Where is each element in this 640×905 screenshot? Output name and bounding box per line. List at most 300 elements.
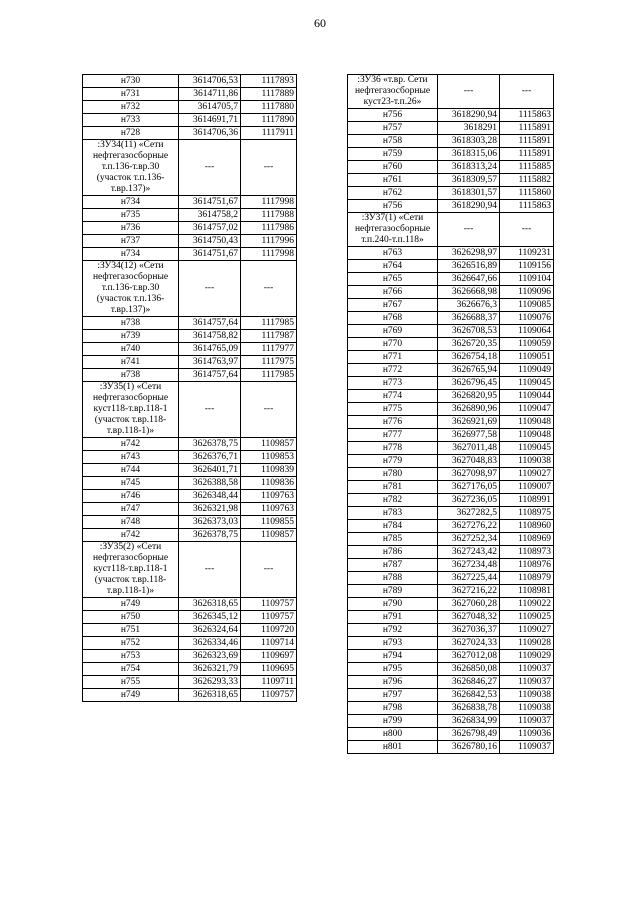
y-coordinate-cell: 1109044 bbox=[500, 390, 554, 403]
table-row bbox=[83, 356, 297, 369]
y-coordinate-cell: 1109695 bbox=[241, 663, 297, 676]
point-name-cell: н762 bbox=[348, 187, 438, 200]
point-name-cell: н783 bbox=[348, 507, 438, 520]
table-row bbox=[348, 390, 554, 403]
y-coordinate-cell: 1117998 bbox=[241, 196, 297, 209]
y-coordinate-cell: 1109231 bbox=[500, 247, 554, 260]
y-coordinate-cell: 1109085 bbox=[500, 299, 554, 312]
x-coordinate-cell: 3627048,32 bbox=[438, 611, 500, 624]
table-row bbox=[348, 676, 554, 689]
table-row bbox=[348, 585, 554, 598]
point-name-cell: н751 bbox=[83, 624, 179, 637]
coordinates-table-left bbox=[82, 74, 297, 702]
point-name-cell: н756 bbox=[348, 109, 438, 122]
point-name-cell: н772 bbox=[348, 364, 438, 377]
x-coordinate-cell: 3626345,12 bbox=[179, 611, 241, 624]
table-row bbox=[348, 689, 554, 702]
table-row bbox=[83, 248, 297, 261]
point-name-cell: н795 bbox=[348, 663, 438, 676]
table-row bbox=[348, 135, 554, 148]
y-coordinate-cell: 1109757 bbox=[241, 598, 297, 611]
y-coordinate-cell: 1109857 bbox=[241, 529, 297, 542]
y-coordinate-cell: 1109022 bbox=[500, 598, 554, 611]
x-coordinate-cell: 3627011,48 bbox=[438, 442, 500, 455]
y-coordinate-cell: 1108991 bbox=[500, 494, 554, 507]
y-coordinate-cell: --- bbox=[241, 261, 297, 317]
point-name-cell: н764 bbox=[348, 260, 438, 273]
table-row bbox=[348, 429, 554, 442]
table-row bbox=[348, 364, 554, 377]
table-row bbox=[348, 468, 554, 481]
point-name-cell: н742 bbox=[83, 438, 179, 451]
x-coordinate-cell: 3626890,96 bbox=[438, 403, 500, 416]
table-row bbox=[83, 127, 297, 140]
y-coordinate-cell: 1117985 bbox=[241, 369, 297, 382]
x-coordinate-cell: 3618303,28 bbox=[438, 135, 500, 148]
table-row bbox=[348, 416, 554, 429]
point-name-cell: н734 bbox=[83, 248, 179, 261]
y-coordinate-cell: 1108976 bbox=[500, 559, 554, 572]
y-coordinate-cell: 1109048 bbox=[500, 416, 554, 429]
x-coordinate-cell: 3626850,08 bbox=[438, 663, 500, 676]
x-coordinate-cell: 3626321,98 bbox=[179, 503, 241, 516]
x-coordinate-cell: 3627012,08 bbox=[438, 650, 500, 663]
table-row bbox=[348, 148, 554, 161]
y-coordinate-cell: 1109045 bbox=[500, 377, 554, 390]
point-name-cell: н788 bbox=[348, 572, 438, 585]
x-coordinate-cell: 3614705,7 bbox=[179, 101, 241, 114]
x-coordinate-cell: 3626796,45 bbox=[438, 377, 500, 390]
y-coordinate-cell: --- bbox=[241, 140, 297, 196]
table-row bbox=[83, 637, 297, 650]
x-coordinate-cell: 3627048,83 bbox=[438, 455, 500, 468]
y-coordinate-cell: 1117985 bbox=[241, 317, 297, 330]
table-row bbox=[83, 101, 297, 114]
point-name-cell: н761 bbox=[348, 174, 438, 187]
y-coordinate-cell: 1109096 bbox=[500, 286, 554, 299]
table-row bbox=[348, 161, 554, 174]
x-coordinate-cell: --- bbox=[438, 75, 500, 109]
point-name-cell: н746 bbox=[83, 490, 179, 503]
table-row bbox=[83, 624, 297, 637]
table-row bbox=[83, 317, 297, 330]
point-name-cell: н767 bbox=[348, 299, 438, 312]
point-name-cell: н756 bbox=[348, 200, 438, 213]
table-row bbox=[348, 481, 554, 494]
y-coordinate-cell: 1109711 bbox=[241, 676, 297, 689]
x-coordinate-cell: 3614758,2 bbox=[179, 209, 241, 222]
table-row bbox=[348, 559, 554, 572]
point-name-cell: н733 bbox=[83, 114, 179, 127]
page-number: 60 bbox=[314, 16, 326, 30]
section-header-row bbox=[348, 213, 554, 247]
y-coordinate-cell: --- bbox=[241, 542, 297, 598]
x-coordinate-cell: --- bbox=[438, 213, 500, 247]
y-coordinate-cell: 1109036 bbox=[500, 728, 554, 741]
x-coordinate-cell: 3614706,53 bbox=[179, 75, 241, 88]
section-header-row bbox=[83, 140, 297, 196]
section-title-cell: :ЗУ35(1) «Сети нефтегазосборные куст118-т.вр.118-1 (участок т.вр.118-т.вр.118-1)» bbox=[83, 382, 179, 438]
point-name-cell: н796 bbox=[348, 676, 438, 689]
section-title-cell: :ЗУ35(2) «Сети нефтегазосборные куст118-т.вр.118-1 (участок т.вр.118-т.вр.118-1)» bbox=[83, 542, 179, 598]
x-coordinate-cell: 3614706,36 bbox=[179, 127, 241, 140]
x-coordinate-cell: 3626324,64 bbox=[179, 624, 241, 637]
point-name-cell: н741 bbox=[83, 356, 179, 369]
section-title-cell: :ЗУ34(12) «Сети нефтегазосборные т.п.136-т.вр.30 (участок т.п.136-т.вр.137)» bbox=[83, 261, 179, 317]
point-name-cell: н799 bbox=[348, 715, 438, 728]
y-coordinate-cell: 1109757 bbox=[241, 611, 297, 624]
y-coordinate-cell: 1109038 bbox=[500, 689, 554, 702]
y-coordinate-cell: 1108981 bbox=[500, 585, 554, 598]
x-coordinate-cell: 3627225,44 bbox=[438, 572, 500, 585]
y-coordinate-cell: 1117998 bbox=[241, 248, 297, 261]
y-coordinate-cell: 1109027 bbox=[500, 624, 554, 637]
table-row bbox=[348, 299, 554, 312]
y-coordinate-cell: 1108960 bbox=[500, 520, 554, 533]
x-coordinate-cell: 3618301,57 bbox=[438, 187, 500, 200]
x-coordinate-cell: 3626921,69 bbox=[438, 416, 500, 429]
table-row bbox=[348, 122, 554, 135]
table-row bbox=[83, 438, 297, 451]
point-name-cell: н732 bbox=[83, 101, 179, 114]
y-coordinate-cell: 1115891 bbox=[500, 122, 554, 135]
x-coordinate-cell: 3627176,05 bbox=[438, 481, 500, 494]
table-row bbox=[348, 507, 554, 520]
table-row bbox=[83, 598, 297, 611]
point-name-cell: н771 bbox=[348, 351, 438, 364]
y-coordinate-cell: 1109763 bbox=[241, 490, 297, 503]
x-coordinate-cell: 3614691,71 bbox=[179, 114, 241, 127]
x-coordinate-cell: 3618290,94 bbox=[438, 109, 500, 122]
y-coordinate-cell: 1109037 bbox=[500, 715, 554, 728]
table-row bbox=[348, 200, 554, 213]
point-name-cell: н765 bbox=[348, 273, 438, 286]
x-coordinate-cell: --- bbox=[179, 140, 241, 196]
table-row bbox=[83, 451, 297, 464]
table-row bbox=[83, 330, 297, 343]
x-coordinate-cell: 3626977,58 bbox=[438, 429, 500, 442]
table-row bbox=[348, 109, 554, 122]
table-row bbox=[348, 286, 554, 299]
y-coordinate-cell: 1109047 bbox=[500, 403, 554, 416]
x-coordinate-cell: 3627282,5 bbox=[438, 507, 500, 520]
y-coordinate-cell: 1109064 bbox=[500, 325, 554, 338]
point-name-cell: н800 bbox=[348, 728, 438, 741]
coordinates-table-right bbox=[347, 74, 554, 754]
table-row bbox=[348, 663, 554, 676]
table-row bbox=[348, 351, 554, 364]
point-name-cell: н757 bbox=[348, 122, 438, 135]
y-coordinate-cell: 1115863 bbox=[500, 200, 554, 213]
y-coordinate-cell: 1109757 bbox=[241, 689, 297, 702]
table-row bbox=[348, 702, 554, 715]
point-name-cell: н794 bbox=[348, 650, 438, 663]
point-name-cell: н738 bbox=[83, 369, 179, 382]
point-name-cell: н754 bbox=[83, 663, 179, 676]
y-coordinate-cell: 1109049 bbox=[500, 364, 554, 377]
table-row bbox=[83, 529, 297, 542]
x-coordinate-cell: 3626318,65 bbox=[179, 689, 241, 702]
y-coordinate-cell: 1109076 bbox=[500, 312, 554, 325]
table-row bbox=[348, 247, 554, 260]
table-row bbox=[348, 637, 554, 650]
point-name-cell: н798 bbox=[348, 702, 438, 715]
x-coordinate-cell: 3626668,98 bbox=[438, 286, 500, 299]
point-name-cell: н749 bbox=[83, 689, 179, 702]
point-name-cell: н790 bbox=[348, 598, 438, 611]
x-coordinate-cell: 3626376,71 bbox=[179, 451, 241, 464]
point-name-cell: н768 bbox=[348, 312, 438, 325]
point-name-cell: н766 bbox=[348, 286, 438, 299]
point-name-cell: н760 bbox=[348, 161, 438, 174]
x-coordinate-cell: 3618309,57 bbox=[438, 174, 500, 187]
y-coordinate-cell: 1117911 bbox=[241, 127, 297, 140]
point-name-cell: н728 bbox=[83, 127, 179, 140]
x-coordinate-cell: 3626765,94 bbox=[438, 364, 500, 377]
y-coordinate-cell: 1117987 bbox=[241, 330, 297, 343]
x-coordinate-cell: 3614711,86 bbox=[179, 88, 241, 101]
point-name-cell: н735 bbox=[83, 209, 179, 222]
x-coordinate-cell: 3614751,67 bbox=[179, 196, 241, 209]
table-row bbox=[83, 369, 297, 382]
x-coordinate-cell: 3614757,02 bbox=[179, 222, 241, 235]
x-coordinate-cell: 3626846,27 bbox=[438, 676, 500, 689]
y-coordinate-cell: 1115891 bbox=[500, 135, 554, 148]
point-name-cell: н775 bbox=[348, 403, 438, 416]
table-row bbox=[348, 494, 554, 507]
table-row bbox=[83, 88, 297, 101]
table-row bbox=[83, 75, 297, 88]
y-coordinate-cell: 1115891 bbox=[500, 148, 554, 161]
y-coordinate-cell: 1115882 bbox=[500, 174, 554, 187]
table-row bbox=[348, 442, 554, 455]
y-coordinate-cell: 1109720 bbox=[241, 624, 297, 637]
point-name-cell: н730 bbox=[83, 75, 179, 88]
table-row bbox=[348, 624, 554, 637]
x-coordinate-cell: 3627236,05 bbox=[438, 494, 500, 507]
point-name-cell: н774 bbox=[348, 390, 438, 403]
x-coordinate-cell: 3626834,99 bbox=[438, 715, 500, 728]
table-row bbox=[348, 572, 554, 585]
x-coordinate-cell: 3618291 bbox=[438, 122, 500, 135]
point-name-cell: н755 bbox=[83, 676, 179, 689]
point-name-cell: н750 bbox=[83, 611, 179, 624]
table-row bbox=[348, 260, 554, 273]
section-header-row bbox=[348, 75, 554, 109]
point-name-cell: н785 bbox=[348, 533, 438, 546]
table-row bbox=[83, 689, 297, 702]
x-coordinate-cell: 3614757,64 bbox=[179, 317, 241, 330]
x-coordinate-cell: 3626676,3 bbox=[438, 299, 500, 312]
y-coordinate-cell: 1117977 bbox=[241, 343, 297, 356]
table-row bbox=[348, 338, 554, 351]
x-coordinate-cell: 3626321,79 bbox=[179, 663, 241, 676]
x-coordinate-cell: 3618290,94 bbox=[438, 200, 500, 213]
y-coordinate-cell: 1117996 bbox=[241, 235, 297, 248]
x-coordinate-cell: 3626647,66 bbox=[438, 273, 500, 286]
table-row bbox=[83, 196, 297, 209]
table-row bbox=[83, 235, 297, 248]
x-coordinate-cell: 3626388,58 bbox=[179, 477, 241, 490]
x-coordinate-cell: --- bbox=[179, 261, 241, 317]
point-name-cell: н749 bbox=[83, 598, 179, 611]
y-coordinate-cell: 1109028 bbox=[500, 637, 554, 650]
y-coordinate-cell: 1109059 bbox=[500, 338, 554, 351]
point-name-cell: н738 bbox=[83, 317, 179, 330]
y-coordinate-cell: 1109051 bbox=[500, 351, 554, 364]
y-coordinate-cell: 1109025 bbox=[500, 611, 554, 624]
table-row bbox=[348, 715, 554, 728]
section-title-cell: :ЗУ36 «т.вр. Сети нефтегазосборные куст23-т.п.26» bbox=[348, 75, 438, 109]
table-row bbox=[348, 546, 554, 559]
point-name-cell: н744 bbox=[83, 464, 179, 477]
y-coordinate-cell: 1109839 bbox=[241, 464, 297, 477]
x-coordinate-cell: 3627024,33 bbox=[438, 637, 500, 650]
point-name-cell: н777 bbox=[348, 429, 438, 442]
table-row bbox=[348, 741, 554, 754]
y-coordinate-cell: 1109857 bbox=[241, 438, 297, 451]
table-row bbox=[348, 377, 554, 390]
x-coordinate-cell: 3614757,64 bbox=[179, 369, 241, 382]
point-name-cell: н734 bbox=[83, 196, 179, 209]
section-header-row bbox=[83, 382, 297, 438]
x-coordinate-cell: --- bbox=[179, 382, 241, 438]
x-coordinate-cell: 3626298,97 bbox=[438, 247, 500, 260]
table-row bbox=[348, 520, 554, 533]
point-name-cell: н776 bbox=[348, 416, 438, 429]
table-row bbox=[83, 650, 297, 663]
y-coordinate-cell: 1108979 bbox=[500, 572, 554, 585]
y-coordinate-cell: 1117986 bbox=[241, 222, 297, 235]
y-coordinate-cell: 1108969 bbox=[500, 533, 554, 546]
y-coordinate-cell: 1109763 bbox=[241, 503, 297, 516]
point-name-cell: н748 bbox=[83, 516, 179, 529]
x-coordinate-cell: 3627243,42 bbox=[438, 546, 500, 559]
point-name-cell: н745 bbox=[83, 477, 179, 490]
section-header-row bbox=[83, 261, 297, 317]
point-name-cell: н737 bbox=[83, 235, 179, 248]
x-coordinate-cell: 3627036,37 bbox=[438, 624, 500, 637]
point-name-cell: н782 bbox=[348, 494, 438, 507]
point-name-cell: н736 bbox=[83, 222, 179, 235]
x-coordinate-cell: --- bbox=[179, 542, 241, 598]
x-coordinate-cell: 3627060,28 bbox=[438, 598, 500, 611]
x-coordinate-cell: 3626318,65 bbox=[179, 598, 241, 611]
section-title-cell: :ЗУ34(11) «Сети нефтегазосборные т.п.136-т.вр.30 (участок т.п.136-т.вр.137)» bbox=[83, 140, 179, 196]
y-coordinate-cell: 1109156 bbox=[500, 260, 554, 273]
x-coordinate-cell: 3618313,24 bbox=[438, 161, 500, 174]
x-coordinate-cell: 3626334,46 bbox=[179, 637, 241, 650]
point-name-cell: н784 bbox=[348, 520, 438, 533]
x-coordinate-cell: 3614765,09 bbox=[179, 343, 241, 356]
point-name-cell: н793 bbox=[348, 637, 438, 650]
y-coordinate-cell: 1109855 bbox=[241, 516, 297, 529]
point-name-cell: н769 bbox=[348, 325, 438, 338]
x-coordinate-cell: 3626516,89 bbox=[438, 260, 500, 273]
point-name-cell: н773 bbox=[348, 377, 438, 390]
point-name-cell: н763 bbox=[348, 247, 438, 260]
point-name-cell: н740 bbox=[83, 343, 179, 356]
table-row bbox=[83, 490, 297, 503]
point-name-cell: н753 bbox=[83, 650, 179, 663]
table-row bbox=[348, 728, 554, 741]
x-coordinate-cell: 3614763,97 bbox=[179, 356, 241, 369]
point-name-cell: н797 bbox=[348, 689, 438, 702]
x-coordinate-cell: 3627252,34 bbox=[438, 533, 500, 546]
table-row bbox=[348, 455, 554, 468]
point-name-cell: н778 bbox=[348, 442, 438, 455]
y-coordinate-cell: 1109027 bbox=[500, 468, 554, 481]
table-row bbox=[348, 273, 554, 286]
point-name-cell: н780 bbox=[348, 468, 438, 481]
table-row bbox=[348, 187, 554, 200]
y-coordinate-cell: 1117893 bbox=[241, 75, 297, 88]
x-coordinate-cell: 3627216,22 bbox=[438, 585, 500, 598]
x-coordinate-cell: 3626323,69 bbox=[179, 650, 241, 663]
x-coordinate-cell: 3626838,78 bbox=[438, 702, 500, 715]
table-row bbox=[348, 312, 554, 325]
x-coordinate-cell: 3626378,75 bbox=[179, 438, 241, 451]
x-coordinate-cell: 3626293,33 bbox=[179, 676, 241, 689]
point-name-cell: н759 bbox=[348, 148, 438, 161]
y-coordinate-cell: 1109029 bbox=[500, 650, 554, 663]
point-name-cell: н792 bbox=[348, 624, 438, 637]
x-coordinate-cell: 3626378,75 bbox=[179, 529, 241, 542]
table-row bbox=[348, 650, 554, 663]
y-coordinate-cell: 1115863 bbox=[500, 109, 554, 122]
y-coordinate-cell: 1117890 bbox=[241, 114, 297, 127]
y-coordinate-cell: 1109697 bbox=[241, 650, 297, 663]
point-name-cell: н731 bbox=[83, 88, 179, 101]
y-coordinate-cell: 1109853 bbox=[241, 451, 297, 464]
table-row bbox=[83, 464, 297, 477]
point-name-cell: н742 bbox=[83, 529, 179, 542]
point-name-cell: н791 bbox=[348, 611, 438, 624]
table-row bbox=[83, 663, 297, 676]
y-coordinate-cell: 1117889 bbox=[241, 88, 297, 101]
x-coordinate-cell: 3618315,06 bbox=[438, 148, 500, 161]
x-coordinate-cell: 3626780,16 bbox=[438, 741, 500, 754]
y-coordinate-cell: 1109038 bbox=[500, 455, 554, 468]
y-coordinate-cell: 1109048 bbox=[500, 429, 554, 442]
table-row bbox=[348, 403, 554, 416]
point-name-cell: н786 bbox=[348, 546, 438, 559]
y-coordinate-cell: 1108975 bbox=[500, 507, 554, 520]
point-name-cell: н743 bbox=[83, 451, 179, 464]
y-coordinate-cell: 1109836 bbox=[241, 477, 297, 490]
point-name-cell: н779 bbox=[348, 455, 438, 468]
x-coordinate-cell: 3626820,95 bbox=[438, 390, 500, 403]
y-coordinate-cell: 1109045 bbox=[500, 442, 554, 455]
table-row bbox=[348, 533, 554, 546]
table-row bbox=[348, 611, 554, 624]
point-name-cell: н758 bbox=[348, 135, 438, 148]
table-row bbox=[83, 114, 297, 127]
section-title-cell: :ЗУ37(1) «Сети нефтегазосборные т.п.240-т.п.118» bbox=[348, 213, 438, 247]
x-coordinate-cell: 3626720,35 bbox=[438, 338, 500, 351]
x-coordinate-cell: 3627276,22 bbox=[438, 520, 500, 533]
x-coordinate-cell: 3626348,44 bbox=[179, 490, 241, 503]
x-coordinate-cell: 3627234,48 bbox=[438, 559, 500, 572]
y-coordinate-cell: 1109037 bbox=[500, 741, 554, 754]
y-coordinate-cell: 1109104 bbox=[500, 273, 554, 286]
table-row bbox=[348, 325, 554, 338]
x-coordinate-cell: 3626798,49 bbox=[438, 728, 500, 741]
table-row bbox=[83, 209, 297, 222]
table-row bbox=[83, 611, 297, 624]
table-row bbox=[83, 343, 297, 356]
y-coordinate-cell: 1117988 bbox=[241, 209, 297, 222]
